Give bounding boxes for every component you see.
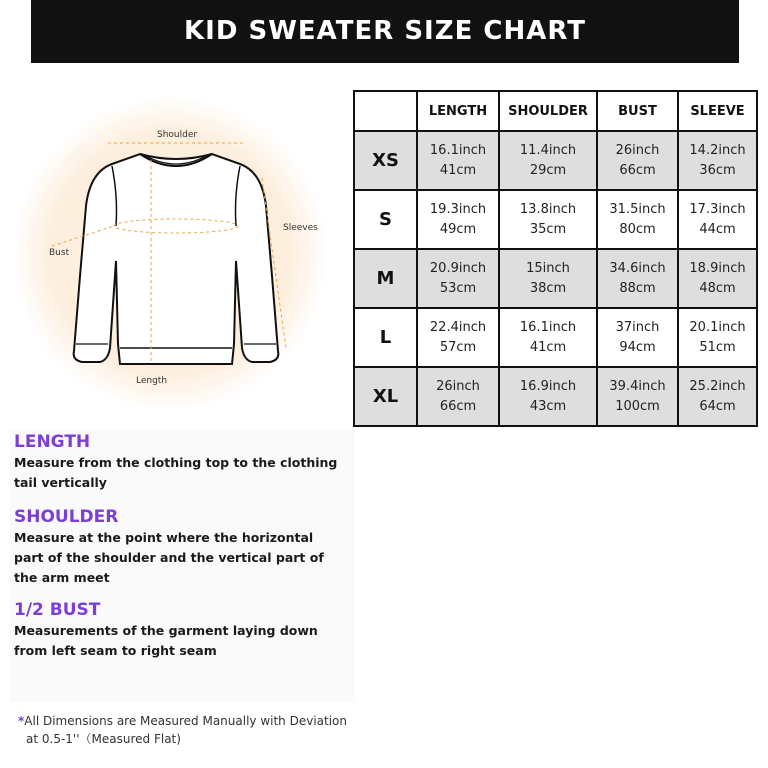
column-header-sleeve: SLEEVE xyxy=(678,91,757,131)
measurement-note xyxy=(18,712,368,748)
table-row xyxy=(354,367,757,426)
column-header-length: LENGTH xyxy=(417,91,499,131)
definition-text-bust: Measurements of the garment laying down from left seam to right seam xyxy=(14,623,318,658)
length-cell: 19.3inch 49cm xyxy=(417,190,499,249)
size-label: S xyxy=(354,190,417,249)
sleeve-cell: 18.9inch 48cm xyxy=(678,249,757,308)
column-header xyxy=(354,91,417,131)
sleeve-cell: 20.1inch 51cm xyxy=(678,308,757,367)
table-header-row xyxy=(354,91,757,131)
shoulder-cell: 16.9inch 43cm xyxy=(499,367,597,426)
note-line-1: All Dimensions are Measured Manually with Deviation xyxy=(24,714,348,728)
title-banner xyxy=(31,0,739,63)
page-title: KID SWEATER SIZE CHART xyxy=(184,16,586,46)
bust-cell: 26inch 66cm xyxy=(597,131,678,190)
length-cell: 16.1inch 41cm xyxy=(417,131,499,190)
sleeve-cell: 14.2inch 36cm xyxy=(678,131,757,190)
shoulder-cell: 15inch 38cm xyxy=(499,249,597,308)
definition-heading-shoulder: SHOULDER xyxy=(14,507,119,527)
definition-text-length: Measure from the clothing top to the clothing tail vertically xyxy=(14,455,338,490)
bust-cell: 37inch 94cm xyxy=(597,308,678,367)
column-header-bust: BUST xyxy=(597,91,678,131)
table-row xyxy=(354,190,757,249)
table-row xyxy=(354,308,757,367)
sweater-outline xyxy=(74,154,279,364)
bust-label: Bust xyxy=(49,248,70,258)
definition-heading-length: LENGTH xyxy=(14,432,91,452)
shoulder-cell: 16.1inch 41cm xyxy=(499,308,597,367)
size-label: L xyxy=(354,308,417,367)
measurement-definitions xyxy=(10,430,355,702)
shoulder-cell: 11.4inch 29cm xyxy=(499,131,597,190)
bust-cell: 39.4inch 100cm xyxy=(597,367,678,426)
shoulder-label: Shoulder xyxy=(157,130,198,140)
sweater-diagram xyxy=(0,86,350,431)
bust-cell: 31.5inch 80cm xyxy=(597,190,678,249)
table-row xyxy=(354,249,757,308)
sleeve-cell: 17.3inch 44cm xyxy=(678,190,757,249)
shoulder-cell: 13.8inch 35cm xyxy=(499,190,597,249)
size-label: XS xyxy=(354,131,417,190)
sleeves-label: Sleeves xyxy=(283,223,318,233)
length-cell: 26inch 66cm xyxy=(417,367,499,426)
note-line-2: at 0.5-1''（Measured Flat) xyxy=(26,732,181,746)
definition-heading-bust: 1/2 BUST xyxy=(14,600,101,620)
length-cell: 20.9inch 53cm xyxy=(417,249,499,308)
size-label: M xyxy=(354,249,417,308)
definition-text-shoulder: Measure at the point where the horizontal part of the shoulder and the vertical part of the arm meet xyxy=(14,530,324,585)
size-table xyxy=(353,90,758,427)
length-cell: 22.4inch 57cm xyxy=(417,308,499,367)
table-row xyxy=(354,131,757,190)
length-label: Length xyxy=(136,376,168,386)
sleeve-cell: 25.2inch 64cm xyxy=(678,367,757,426)
bust-cell: 34.6inch 88cm xyxy=(597,249,678,308)
note-asterisk: * xyxy=(18,714,25,728)
size-label: XL xyxy=(354,367,417,426)
column-header-shoulder: SHOULDER xyxy=(499,91,597,131)
